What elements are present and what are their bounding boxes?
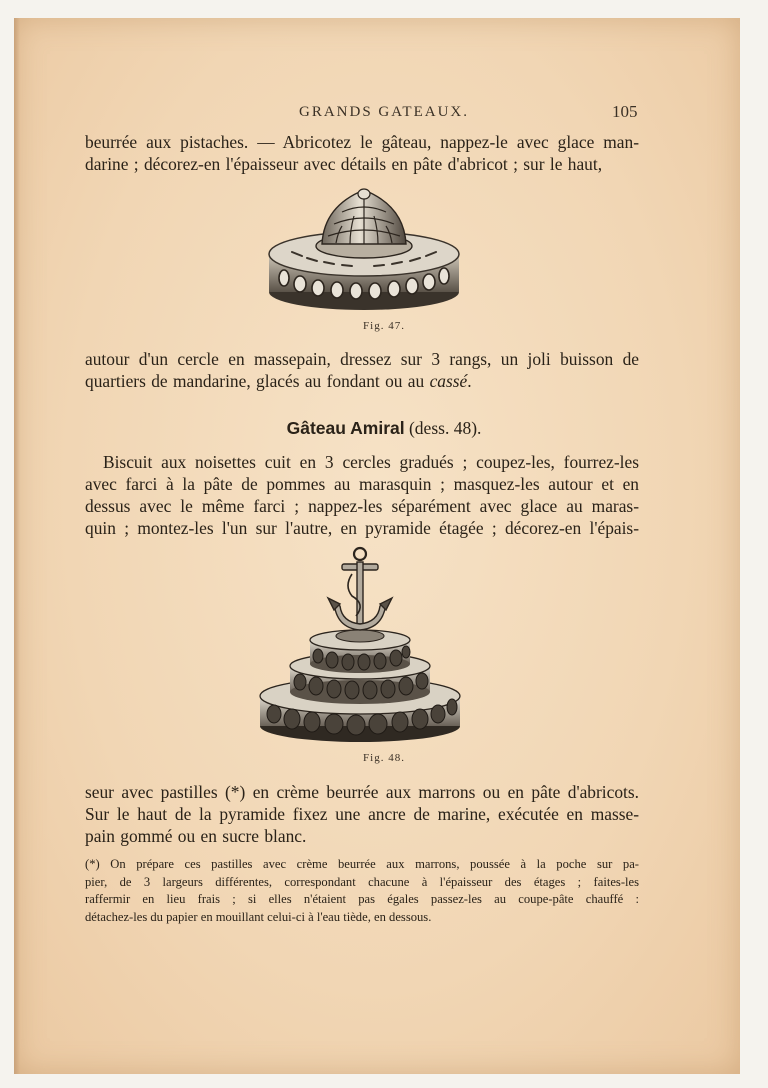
text-line: seur avec pastilles (*) en crème beurrée aux marrons ou en pâte d'abricots. (85, 782, 639, 802)
text-line: quin ; montez-les l'un sur l'autre, en pyramide étagée ; décorez-en l'épais- (85, 518, 639, 538)
footnote-line: détachez-les du papier en mouillant celui-ci à l'eau tiède, en dessous. (85, 909, 432, 924)
section-title (0, 418, 768, 439)
footnote (85, 856, 639, 926)
text-line: Sur le haut de la pyramide fixez une ancre de marine, exécutée en masse- (85, 804, 639, 824)
figure-48-illustration (256, 544, 466, 744)
text-line: Biscuit aux noisettes cuit en 3 cercles gradués ; coupez-les, fourrez-les (103, 452, 639, 472)
paragraph-3 (85, 451, 639, 539)
text-line: dessus avec le même farci ; nappez-les séparément avec glace au maras- (85, 496, 639, 516)
figure-47-illustration (262, 186, 466, 316)
running-head: GRANDS GATEAUX. (298, 104, 469, 120)
paragraph-1 (85, 131, 639, 175)
section-title-bold: Gâteau Amiral (286, 418, 405, 438)
section-title-rest: (dess. 48). (404, 418, 482, 438)
text-line: beurrée aux pistaches. — Abricotez le gâteau, nappez-le avec glace man- (85, 132, 639, 152)
italic-word: cassé (429, 371, 468, 391)
text-line: pain gommé ou en sucre blanc. (85, 826, 307, 846)
page-header (0, 104, 768, 126)
text-line: darine ; décorez-en l'épaisseur avec détails en pâte d'abricot ; sur le haut, (85, 154, 603, 174)
footnote-line: raffermir en lieu frais ; si elles n'étaient pas égales passez-les au coupe-pâte chauffé : (85, 892, 639, 906)
paragraph-4 (85, 781, 639, 847)
text-line: autour d'un cercle en massepain, dressez sur 3 rangs, un joli buisson de (85, 349, 639, 369)
figure-47-caption: Fig. 47. (363, 320, 405, 332)
text-run: quartiers de mandarine, glacés au fondant ou au (85, 371, 430, 391)
text-line: avec farci à la pâte de pommes au marasquin ; masquez-les autour et en (85, 474, 639, 494)
page-gutter-shadow (14, 18, 20, 1074)
figure-48-caption: Fig. 48. (363, 752, 405, 764)
text-line (85, 370, 639, 392)
paragraph-2 (85, 348, 639, 392)
text-run: . (467, 371, 472, 391)
footnote-line: (*) On prépare ces pastilles avec crème beurrée aux marrons, poussée à la poche sur pa- (85, 857, 639, 871)
footnote-line: pier, de 3 largeurs différentes, correspondant chacune à l'épaisseur des étages ; faites-les (85, 874, 639, 889)
page-number: 105 (612, 102, 638, 121)
